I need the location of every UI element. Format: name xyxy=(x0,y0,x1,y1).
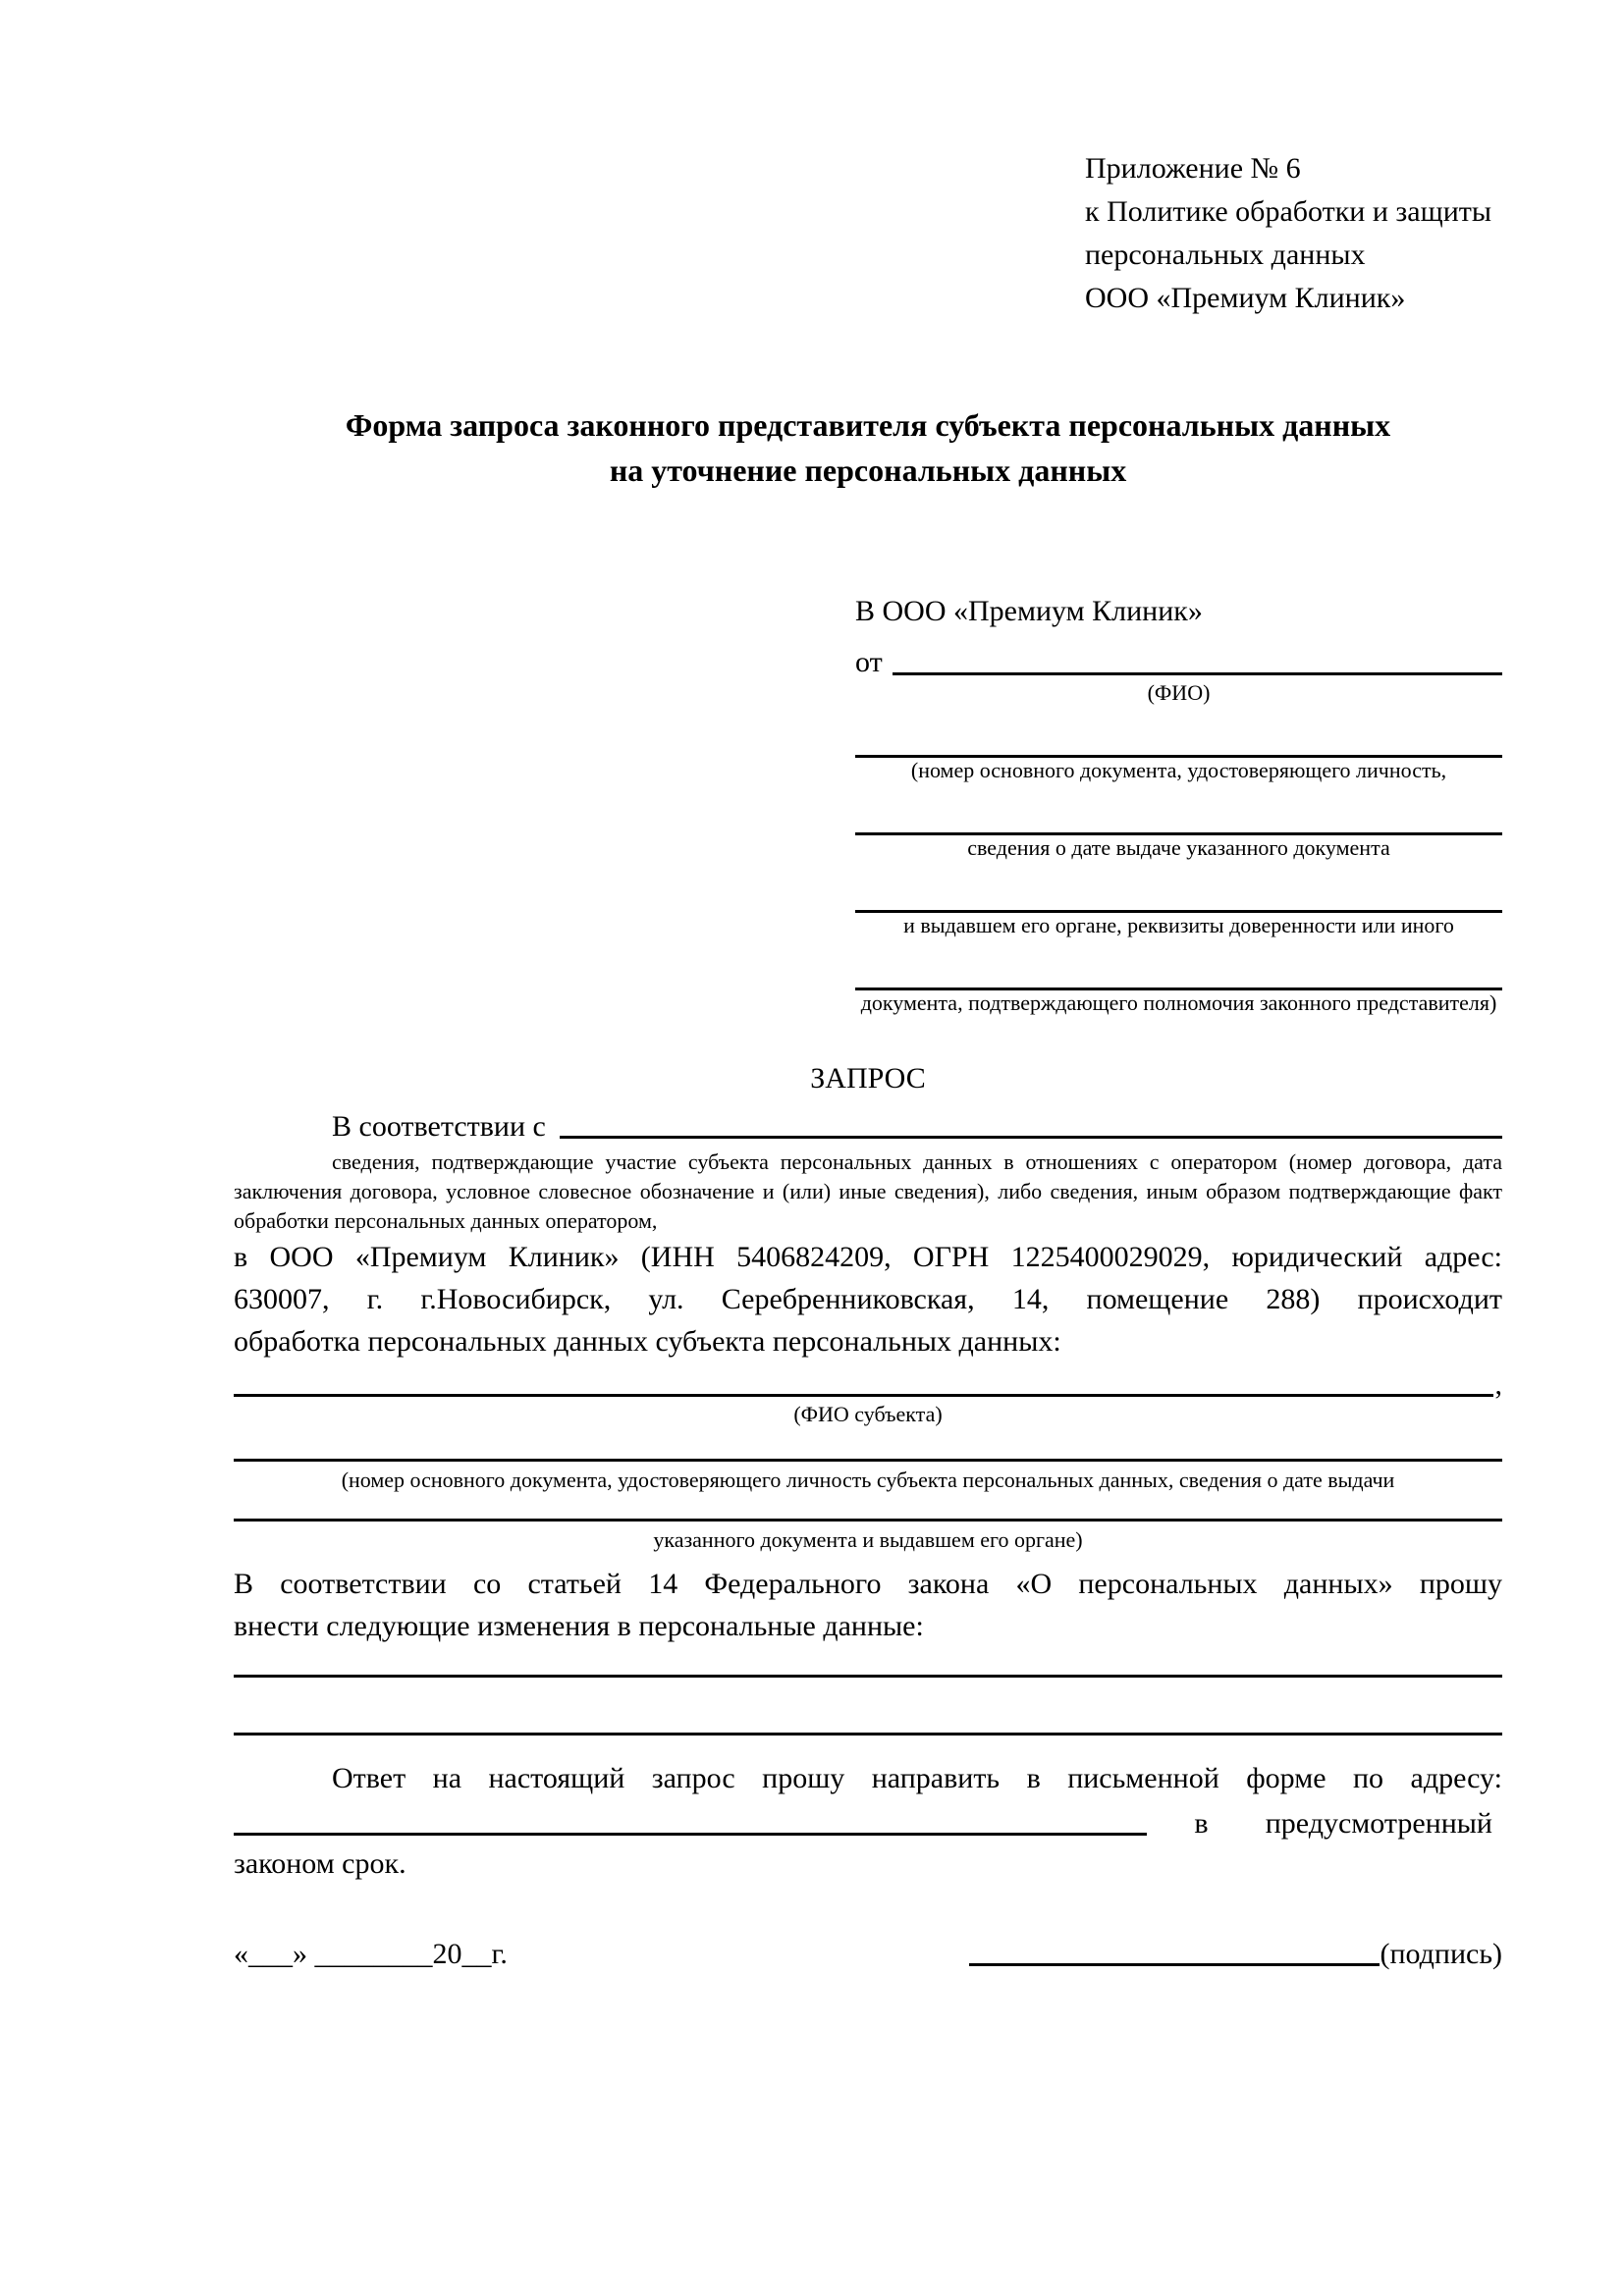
field-caption: (номер основного документа, удостоверяющего личность, xyxy=(910,758,1447,782)
representative-doc-blank-field xyxy=(855,783,1502,835)
signature-caption: (подпись) xyxy=(1380,1938,1502,1970)
response-word: предусмотренный xyxy=(1265,1807,1492,1840)
operator-paragraph-line: в ООО «Премиум Клиник» (ИНН 5406824209, ОГРН 1225400029029, юридический адрес: xyxy=(234,1241,1502,1273)
appendix-line: к Политике обработки и защиты xyxy=(1085,195,1492,228)
operator-paragraph-line: обработка персональных данных субъекта персональных данных: xyxy=(234,1325,1061,1358)
document-title xyxy=(234,402,1502,493)
date-field: «___» ________20__г. xyxy=(234,1938,508,1970)
response-word: в xyxy=(1194,1807,1209,1840)
appendix-line: Приложение № 6 xyxy=(1085,152,1301,185)
representative-fio-blank-field xyxy=(893,671,1502,675)
fine-print-line: сведения, подтверждающие участие субъекта персональных данных в отношениях с оператором (номер договора, дата xyxy=(332,1149,1502,1174)
signature-blank-field xyxy=(969,1963,1380,1966)
from-line xyxy=(855,641,1502,680)
according-line xyxy=(234,1106,1502,1144)
subject-fio-line xyxy=(234,1364,1502,1402)
document-title-line: Форма запроса законного представителя субъекта персональных данных xyxy=(345,407,1391,443)
article-paragraph-line: В соответствии со статьей 14 Федерального закона «О персональных данных» прошу xyxy=(234,1568,1502,1600)
request-heading: ЗАПРОС xyxy=(810,1062,926,1095)
appendix-line: ООО «Премиум Клиник» xyxy=(1085,282,1406,314)
fine-print-note xyxy=(234,1148,1502,1236)
subject-doc-blank-field xyxy=(234,1459,1502,1462)
addressee-org: В ООО «Премиум Клиник» xyxy=(855,595,1203,627)
field-caption: сведения о дате выдаче указанного документа xyxy=(967,835,1390,860)
operator-paragraph-line: 630007, г. г.Новосибирск, ул. Серебренниковская, 14, помещение 288) происходит xyxy=(234,1283,1502,1315)
response-paragraph-end: законом срок. xyxy=(234,1847,406,1880)
from-label: от xyxy=(855,646,883,678)
changes-blank-field xyxy=(234,1675,1502,1678)
subject-fio-blank-field xyxy=(234,1393,1493,1397)
according-label: В соответствии с xyxy=(332,1110,546,1143)
signature-block xyxy=(234,1930,1502,1971)
response-address-line xyxy=(234,1799,1502,1841)
field-caption: и выдавшем его органе, реквизиты доверенности или иного xyxy=(903,913,1454,937)
document-title-line: на уточнение персональных данных xyxy=(609,453,1127,488)
subject-doc-caption: (номер основного документа, удостоверяющего личность субъекта персональных данных, сведения о дате выдачи xyxy=(341,1468,1395,1492)
addressee-block xyxy=(855,594,1502,1016)
subject-fio-comma: , xyxy=(1494,1368,1502,1401)
basis-blank-field xyxy=(560,1135,1502,1139)
representative-doc-blank-field xyxy=(855,938,1502,990)
changes-blank-field xyxy=(234,1733,1502,1735)
subject-doc-caption: указанного документа и выдавшем его органе) xyxy=(653,1527,1083,1552)
subject-fio-caption: (ФИО субъекта) xyxy=(793,1402,943,1426)
fine-print-line: обработки персональных данных оператором, xyxy=(234,1208,658,1233)
subject-doc-blank-field xyxy=(234,1519,1502,1522)
fio-caption: (ФИО) xyxy=(1147,680,1211,705)
fine-print-line: заключения договора, условное словесное обозначение и (или) иные сведения), либо сведения, иным образом подтверждающие факт xyxy=(234,1179,1502,1203)
article-paragraph xyxy=(234,1563,1502,1647)
response-paragraph: Ответ на настоящий запрос прошу направить в письменной форме по адресу: xyxy=(332,1762,1502,1794)
representative-doc-blank-field xyxy=(855,706,1502,758)
article-paragraph-line: внести следующие изменения в персональные данные: xyxy=(234,1610,924,1642)
signature-field xyxy=(969,1938,1502,1971)
operator-paragraph xyxy=(234,1236,1502,1362)
appendix-header xyxy=(1085,147,1502,320)
field-caption: документа, подтверждающего полномочия законного представителя) xyxy=(860,990,1497,1015)
address-blank-field xyxy=(234,1832,1147,1836)
representative-doc-blank-field xyxy=(855,861,1502,913)
appendix-line: персональных данных xyxy=(1085,239,1366,271)
